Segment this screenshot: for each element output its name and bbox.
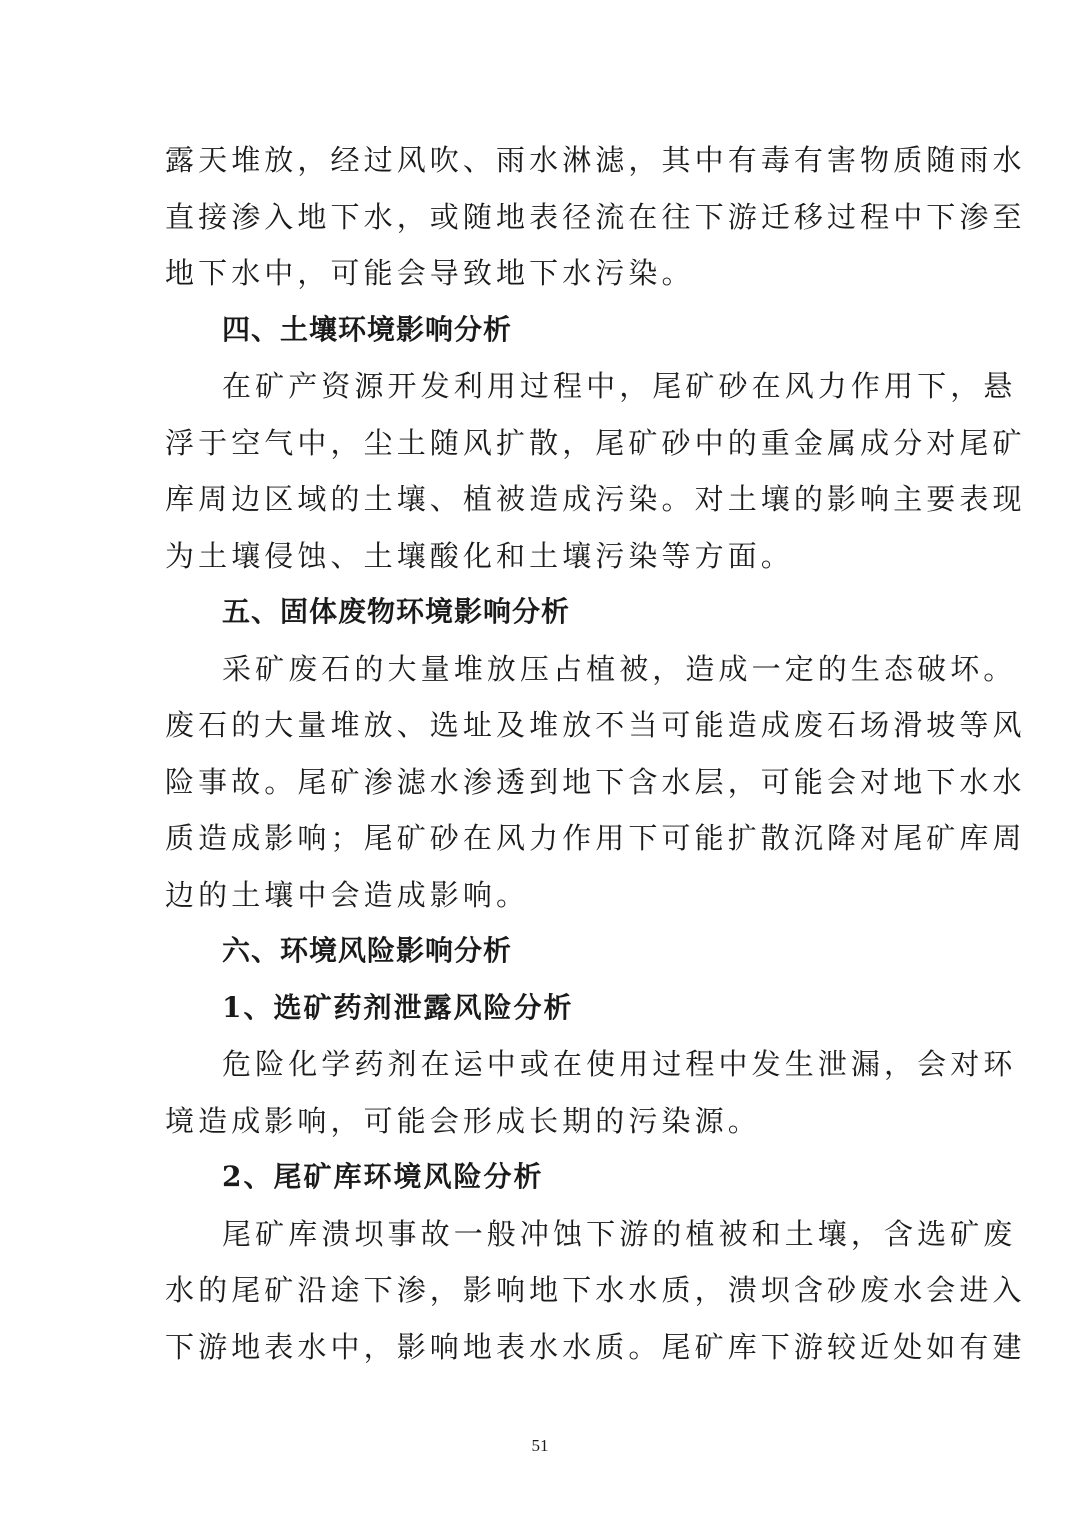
- section-heading: 五、固体废物环境影响分析: [222, 595, 571, 628]
- paragraph-line: 险事故。尾矿渗滤水渗透到地下含水层，可能会对地下水水: [165, 765, 1026, 799]
- section-heading: 四、土壤环境影响分析: [222, 313, 513, 346]
- paragraph-line: 库周边区域的土壤、植被造成污染。对土壤的影响主要表现: [165, 482, 1026, 516]
- paragraph-line: 水的尾矿沿途下渗，影响地下水水质，溃坝含砂废水会进入: [165, 1273, 1026, 1307]
- subsection-heading: 1、选矿药剂泄露风险分析: [222, 991, 574, 1024]
- paragraph-line: 地下水中，可能会导致地下水污染。: [165, 256, 695, 290]
- paragraph-line: 浮于空气中，尘土随风扩散，尾矿砂中的重金属成分对尾矿: [165, 426, 1026, 460]
- paragraph-line: 采矿废石的大量堆放压占植被，造成一定的生态破坏。: [222, 652, 1017, 686]
- section-heading: 六、环境风险影响分析: [222, 934, 513, 967]
- subsection-heading: 2、尾矿库环境风险分析: [222, 1160, 544, 1193]
- paragraph-line: 下游地表水中，影响地表水水质。尾矿库下游较近处如有建: [165, 1330, 1026, 1364]
- paragraph-line: 质造成影响；尾矿砂在风力作用下可能扩散沉降对尾矿库周: [165, 821, 1026, 855]
- paragraph-line: 废石的大量堆放、选址及堆放不当可能造成废石场滑坡等风: [165, 708, 1026, 742]
- paragraph-line: 境造成影响，可能会形成长期的污染源。: [165, 1104, 761, 1138]
- paragraph-line: 在矿产资源开发利用过程中，尾矿砂在风力作用下，悬: [222, 369, 1017, 403]
- paragraph-line: 露天堆放，经过风吹、雨水淋滤，其中有毒有害物质随雨水: [165, 143, 1026, 177]
- page-number: 51: [531, 1436, 549, 1455]
- paragraph-line: 危险化学药剂在运中或在使用过程中发生泄漏，会对环: [222, 1047, 1017, 1081]
- paragraph-line: 边的土壤中会造成影响。: [165, 878, 530, 912]
- paragraph-line: 为土壤侵蚀、土壤酸化和土壤污染等方面。: [165, 539, 794, 573]
- paragraph-line: 直接渗入地下水，或随地表径流在往下游迁移过程中下渗至: [165, 200, 1026, 234]
- paragraph-line: 尾矿库溃坝事故一般冲蚀下游的植被和土壤，含选矿废: [222, 1217, 1017, 1251]
